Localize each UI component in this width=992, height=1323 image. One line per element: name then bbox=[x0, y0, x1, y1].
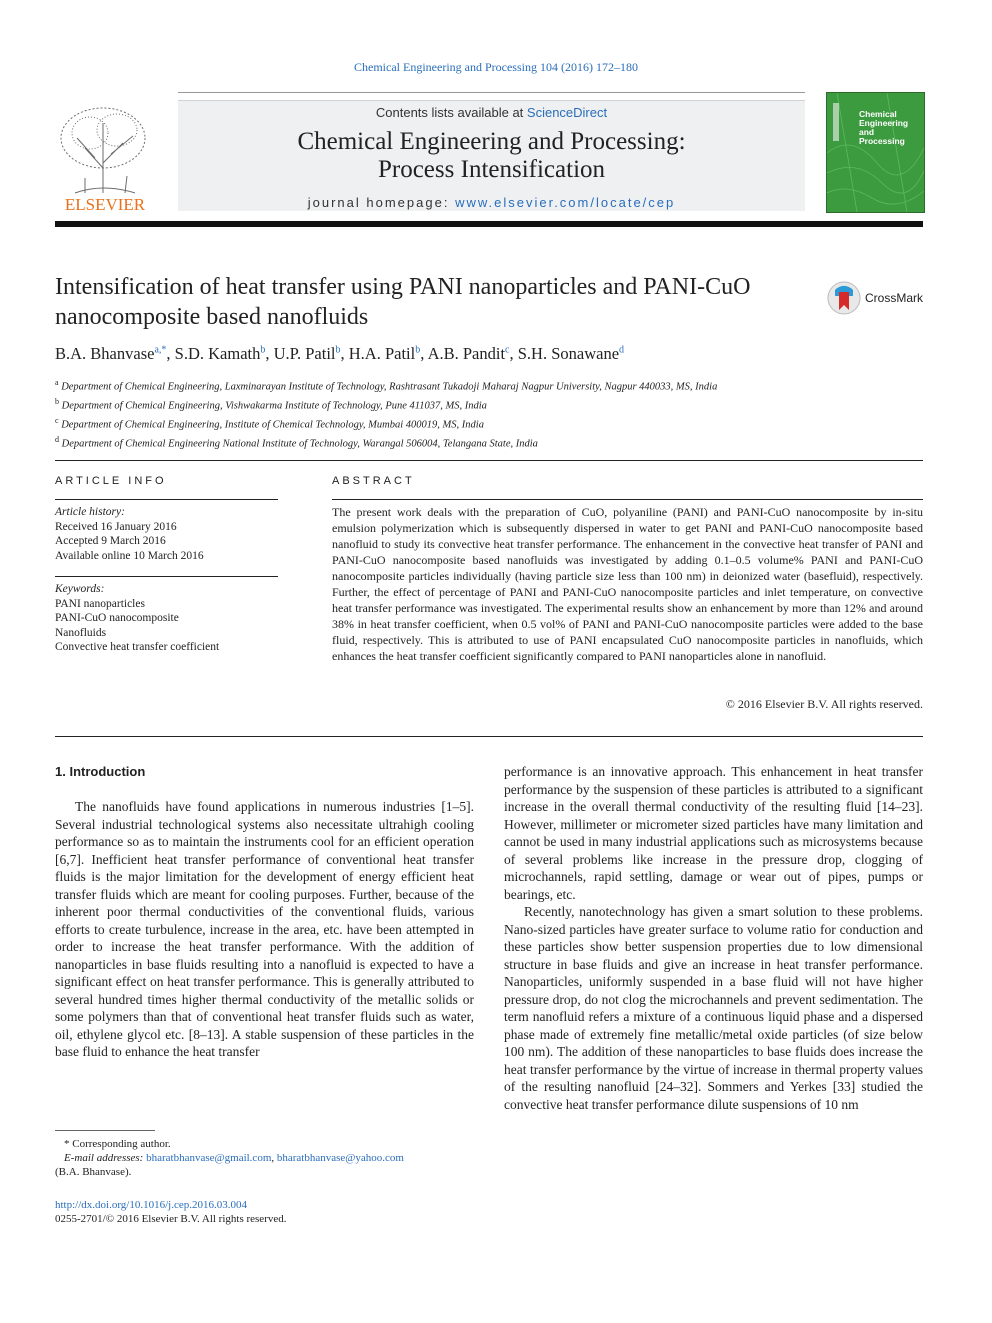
email-addresses: E-mail addresses: bharatbhanvase@gmail.com, bharatbhanvase@yahoo.com bbox=[64, 1152, 404, 1164]
body-column-left bbox=[55, 798, 474, 1061]
author[interactable]: U.P. Patil$^b$ bbox=[273, 344, 341, 363]
author[interactable]: H.A. Patil$^b$ bbox=[348, 344, 421, 363]
journal-cover-image[interactable] bbox=[826, 92, 925, 213]
abstract-rule bbox=[332, 499, 923, 500]
elsevier-tree-icon bbox=[55, 98, 155, 216]
cover-text-4: Processing bbox=[859, 136, 905, 146]
abstract-heading: ABSTRACT bbox=[332, 475, 415, 487]
history-online: Available online 10 March 2016 bbox=[55, 549, 204, 562]
paragraph: Recently, nanotechnology has given a smart solution to these problems. Nano-sized particles have greater surface to volume ratio for conduction and these particles show better suspension properties due to low dimensional structure in base fluids and give an increase in heat transfer performance. Nanoparticles, uniformly suspended in a base fluid will not have higher pressure drop, do not clog the microchannels and prevent sedimentation. The term nanofluid refers a mixture of a continuous liquid phase and a dispersed phase made of extremely fine metallic/metal oxide particles (of size below 100 nm). The addition of these nanoparticles to base fluids does increase the heat transfer performance by the virtue of increase in thermal property values of the resulting nanofluid [24–32]. Sommers and Yerkes [33] studied the convective heat transfer performance dilute suspensions of 10 nm bbox=[504, 904, 923, 1112]
abstract-end-rule bbox=[55, 736, 923, 737]
article-history bbox=[55, 505, 280, 563]
issn-line: 0255-2701/© 2016 Elsevier B.V. All rights reserved. bbox=[55, 1213, 287, 1225]
keyword: Convective heat transfer coefficient bbox=[55, 641, 220, 653]
abstract-text: The present work deals with the preparation of CuO, polyaniline (PANI) and PANI-CuO nanocomposite by in-situ emulsion polymerization which is subsequently dispersed in water to get PANI and PANI-CuO nanocomposite based nanofluid to study its convective heat transfer performance. The enhancement in the convective heat transfer of PANI and PANI-CuO nanocomposite based nanofluids was investigated by adding 0.1–0.5 volume% PANI and PANI-CuO nanocomposite particles individually (having particle size less than 100 nm) in deionized water (basefluid), respectively. Further, the effect of percentage of PANI and PANI-CuO nanocomposite particles and inlet temperature, on convective heat transfer performance was investigated. The experimental results show an enhancement by more than 12% and around 38% in heat transfer coefficient, when 0.5 vol% of PANI and PANI-CuO nanocomposite particles were added to the base fluid, respectively. This is attributed to use of PANI encapsulated CuO nanocomposite particles in nanofluids, which enhances the heat transfer coefficient significantly compared to PANI nanoparticles alone in nanofluid. bbox=[332, 505, 923, 663]
history-label: Article history: bbox=[55, 506, 125, 518]
email-link[interactable]: bharatbhanvase@gmail.com bbox=[146, 1152, 272, 1164]
sciencedirect-link[interactable]: ScienceDirect bbox=[526, 105, 608, 120]
crossmark-icon bbox=[826, 280, 926, 316]
author[interactable]: S.H. Sonawane$^d$ bbox=[517, 344, 625, 363]
elsevier-logo bbox=[55, 98, 155, 216]
author[interactable]: S.D. Kamath$^b$ bbox=[174, 344, 266, 363]
email-label: E-mail addresses: bbox=[64, 1152, 144, 1164]
keyword: PANI-CuO nanocomposite bbox=[55, 612, 179, 624]
header-top-rule bbox=[178, 92, 805, 93]
doi-link bbox=[55, 1198, 485, 1213]
cover-text-2: Engineering bbox=[859, 118, 909, 128]
journal-citation[interactable]: Chemical Engineering and Processing 104 (2016) 172–180 bbox=[354, 60, 638, 74]
doi-url[interactable]: http://dx.doi.org/10.1016/j.cep.2016.03.004 bbox=[55, 1199, 247, 1211]
keywords-label: Keywords: bbox=[55, 583, 105, 595]
crossmark-label: CrossMark bbox=[865, 291, 924, 305]
article-info-rule bbox=[55, 499, 278, 500]
cover-texture bbox=[827, 93, 924, 212]
article-title-line2: nanocomposite based nanofluids bbox=[55, 304, 369, 330]
keyword: Nanofluids bbox=[55, 626, 107, 639]
article-title bbox=[55, 272, 815, 332]
affiliations bbox=[55, 376, 915, 452]
article-info-heading: ARTICLE INFO bbox=[55, 475, 167, 487]
elsevier-wordmark: ELSEVIER bbox=[64, 195, 146, 214]
keywords-rule bbox=[55, 576, 278, 577]
affiliation: $^c$ Department of Chemical Engineering, Institute of Chemical Technology, Mumbai 400019, MS, India bbox=[55, 416, 484, 431]
homepage-link[interactable]: www.elsevier.com/locate/cep bbox=[455, 195, 676, 210]
email-link[interactable]: bharatbhanvase@yahoo.com bbox=[276, 1152, 404, 1164]
journal-title-line1: Chemical Engineering and Processing: bbox=[297, 128, 686, 155]
journal-title bbox=[178, 128, 805, 184]
email-owner: (B.A. Bhanvase). bbox=[55, 1166, 132, 1178]
keywords bbox=[55, 582, 280, 655]
section-heading-introduction: 1. Introduction bbox=[55, 764, 146, 779]
author[interactable]: A.B. Pandit$^c$ bbox=[427, 344, 510, 363]
footnote-rule bbox=[55, 1130, 155, 1131]
history-received: Received 16 January 2016 bbox=[55, 520, 177, 533]
contents-prefix: Contents lists available at bbox=[375, 105, 527, 120]
crossmark-badge[interactable] bbox=[826, 280, 926, 316]
history-accepted: Accepted 9 March 2016 bbox=[55, 535, 166, 547]
paragraph: performance is an innovative approach. This enhancement in heat transfer performance by the suspension of these particles is attributed to a significant increase in the overall thermal conductivity of the resulting fluid [14–23]. However, millimeter or micrometer sized particles have many limitation and cannot be used in many industrial applications such as microsystems because of several problems like increase in the pressure drop, clogging of microchannels, rapid settling, damage or wear out of pipes, pumps or bearings, etc. bbox=[504, 764, 923, 902]
affiliation: $^b$ Department of Chemical Engineering, Vishwakarma Institute of Technology, Pune 411037, MS, India bbox=[55, 397, 487, 412]
author-list: B.A. Bhanvase$^{a,*}$, S.D. Kamath$^b$, U.P. Patil$^b$, H.A. Patil$^b$, A.B. Pandit$^c$, S.H. Sonawane$^d$ bbox=[55, 344, 625, 363]
paragraph: The nanofluids have found applications in numerous industries [1–5]. Several industrial technological systems also necessitate ultrahigh cooling performance so as to maintain the instruments cool for an efficient operation [6,7]. Inefficient heat transfer performance of conventional heat transfer fluids is the major limitation for the development of energy efficient heat transfer fluids which are meant for cooling purposes. Further, because of the inherent poor thermal conductivities of the conventional fluids, various efforts to create turbulence, increase in the area, etc. have been attempted in order to increase the heat transfer performance. With the addition of nanoparticles in base fluids resulting into a nanofluid is expected to have a significant effect on heat transfer performance. This is generally attributed to several hundred times higher thermal conductivity of the metallic solids or some polymers than that of conventional heat transfer fluids such as water, oil, ethylene glycol etc. [8–13]. A stable suspension of these particles in the base fluid to enhance the heat transfer bbox=[55, 799, 474, 1059]
affiliation: $^d$ Department of Chemical Engineering National Institute of Technology, Warangal 506004, Telangana State, India bbox=[55, 435, 538, 450]
contents-line bbox=[178, 105, 805, 120]
author[interactable]: B.A. Bhanvase$^{a,*}$ bbox=[55, 344, 167, 363]
cover-text-1: Chemical bbox=[859, 109, 897, 119]
cover-text-3: and bbox=[859, 127, 875, 137]
header-thick-rule bbox=[55, 221, 923, 227]
affiliation: $^a$ Department of Chemical Engineering, Laxminarayan Institute of Technology, Rashtrasant Tukadoji Maharaj Nagpur University, Nagpur 440033, MS, India bbox=[55, 378, 718, 393]
abstract-copyright: © 2016 Elsevier B.V. All rights reserved. bbox=[725, 697, 923, 711]
article-title-line1: Intensification of heat transfer using PANI nanoparticles and PANI-CuO bbox=[55, 274, 751, 300]
journal-title-line2: Process Intensification bbox=[377, 156, 606, 183]
journal-homepage bbox=[178, 195, 805, 210]
homepage-prefix: journal homepage: bbox=[307, 195, 456, 210]
keyword: PANI nanoparticles bbox=[55, 597, 145, 610]
body-column-right bbox=[504, 763, 923, 1113]
corresponding-author-note: * Corresponding author. bbox=[64, 1138, 171, 1150]
section-divider bbox=[55, 460, 923, 461]
